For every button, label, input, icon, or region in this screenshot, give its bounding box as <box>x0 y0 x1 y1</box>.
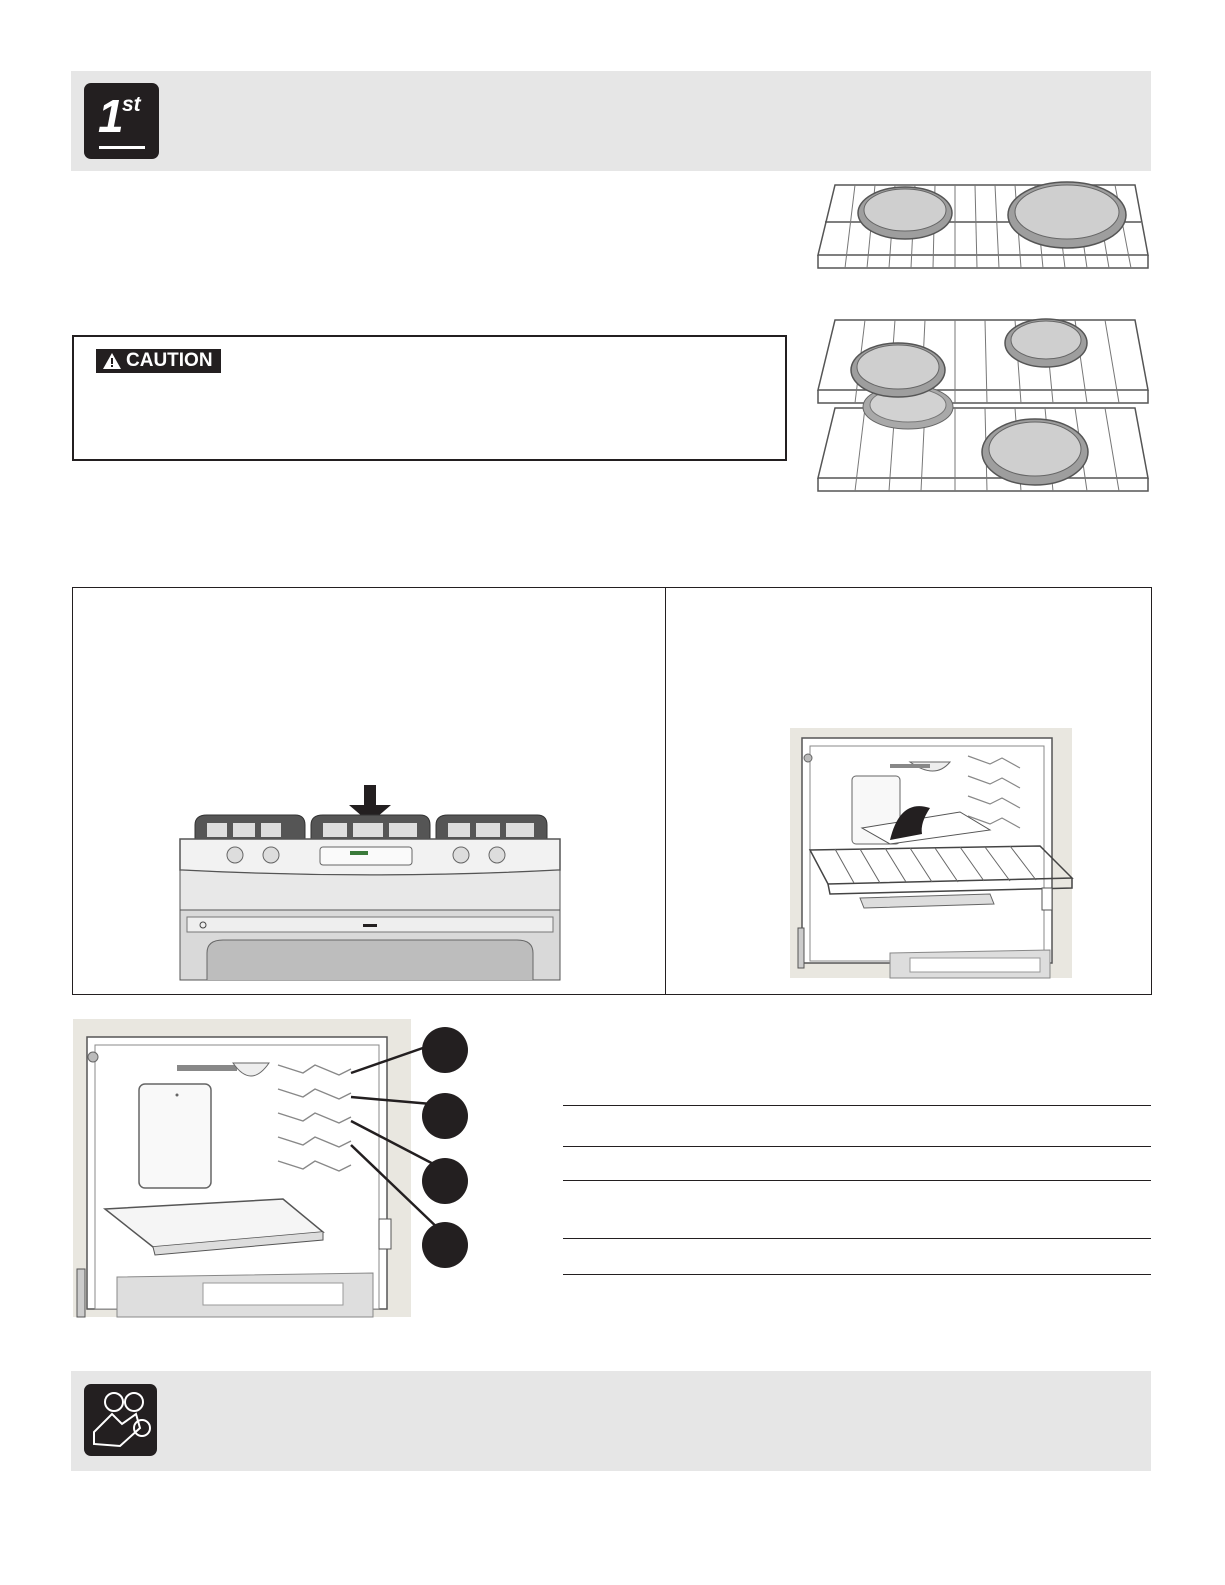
two-racks-with-four-pans-figure <box>815 315 1155 500</box>
table-rule-4 <box>563 1238 1151 1239</box>
panel-divider <box>665 587 666 995</box>
rack-with-two-pans-figure <box>815 180 1155 280</box>
badge-underline <box>99 146 145 149</box>
oven-rack-removal-figure <box>790 728 1090 978</box>
header-band <box>71 71 1151 171</box>
caution-box <box>72 335 787 461</box>
caution-text: CAUTION <box>126 350 213 371</box>
footer-band <box>71 1371 1151 1471</box>
badge-suffix: st <box>122 93 141 116</box>
rack-position-callout-1 <box>422 1027 468 1073</box>
rack-position-callout-4 <box>422 1222 468 1268</box>
hand-tip-icon <box>84 1384 157 1456</box>
first-step-icon <box>84 83 159 159</box>
range-cooktop-figure <box>175 785 565 980</box>
table-rule-2 <box>563 1146 1151 1147</box>
caution-label <box>96 349 221 373</box>
warning-triangle-icon <box>102 352 122 370</box>
badge-number: 1 <box>98 90 122 142</box>
table-rule-5 <box>563 1274 1151 1275</box>
table-rule-1 <box>563 1105 1151 1106</box>
table-rule-3 <box>563 1180 1151 1181</box>
rack-position-callout-3 <box>422 1158 468 1204</box>
rack-position-callout-2 <box>422 1093 468 1139</box>
